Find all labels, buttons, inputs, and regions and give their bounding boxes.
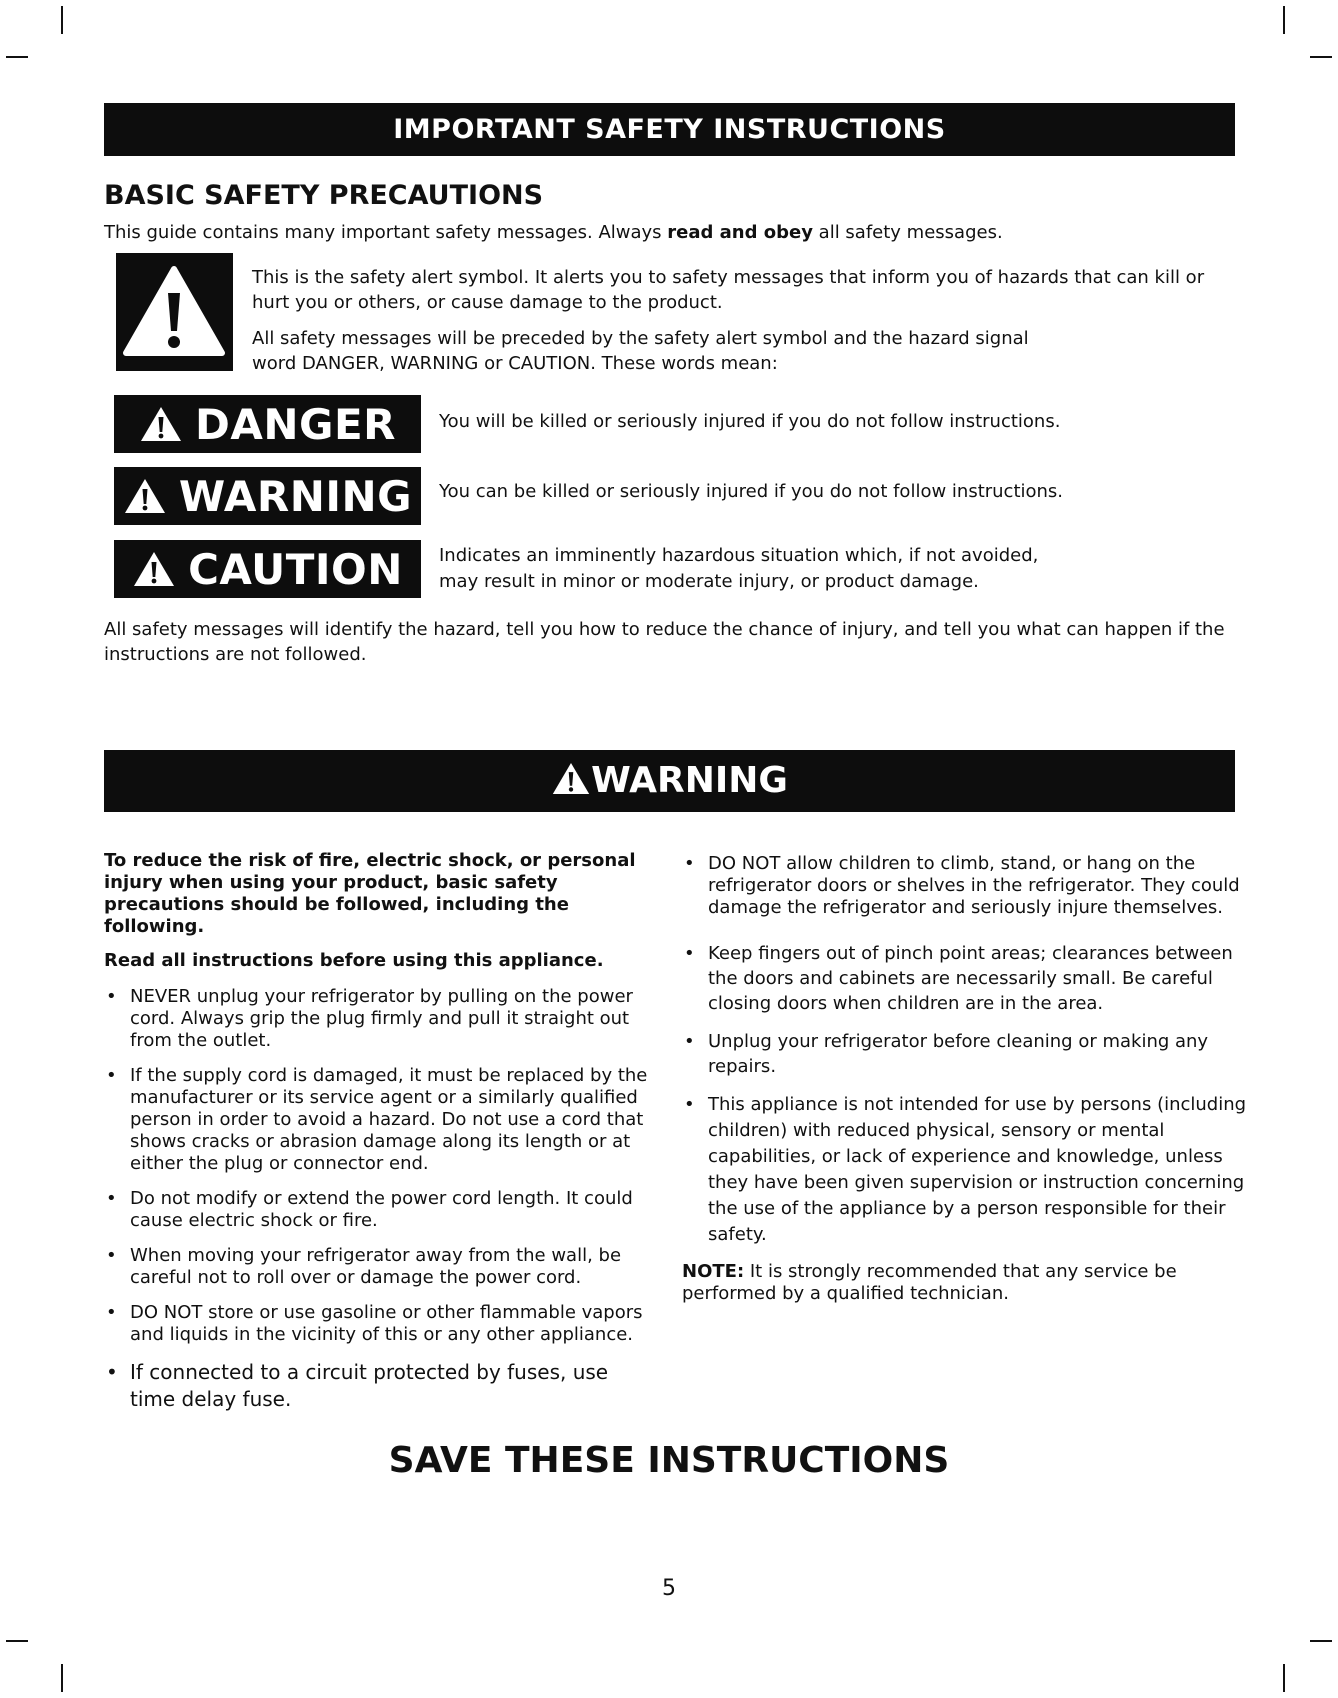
note-text: It is strongly recommended that any service be performed by a qualified technician. bbox=[682, 1261, 1177, 1304]
left-bullet-list bbox=[104, 986, 659, 1413]
intro-emphasis: read and obey bbox=[667, 222, 813, 243]
bullet-icon: • bbox=[684, 853, 695, 874]
list-item bbox=[682, 1092, 1267, 1248]
warning-label bbox=[114, 467, 421, 525]
danger-description: You will be killed or seriously injured if you do not follow instructions. bbox=[439, 411, 1061, 432]
alert-text-1: This is the safety alert symbol. It alerts you to safety messages that inform you of hazards that can kill or hurt you or others, or cause damage to the product. bbox=[252, 267, 1205, 313]
bullet-icon: • bbox=[106, 1065, 117, 1086]
caution-label bbox=[114, 540, 421, 598]
list-item-text: DO NOT allow children to climb, stand, or hang on the refrigerator doors or shelves in the refrigerator. They could damage the refrigerator and seriously injure themselves. bbox=[708, 853, 1240, 918]
crop-mark bbox=[1283, 1664, 1285, 1692]
warning-right-column bbox=[682, 853, 1267, 1305]
section-banner bbox=[104, 103, 1235, 156]
alert-triangle-icon bbox=[132, 550, 176, 588]
list-item-text: If the supply cord is damaged, it must be replaced by the manufacturer or its service agent or a similarly qualified person in order to avoid a hazard. Do not use a cord that shows cracks or abrasion damage along its length or at either the plug or connector end. bbox=[130, 1065, 648, 1174]
list-item bbox=[104, 1065, 659, 1175]
alert-text-2: All safety messages will be preceded by the safety alert symbol and the hazard signal word DANGER, WARNING or CAUTION. These words mean: bbox=[252, 328, 1029, 374]
intro-text-end: all safety messages. bbox=[812, 222, 1003, 243]
list-item-text: Unplug your refrigerator before cleaning or making any repairs. bbox=[708, 1031, 1209, 1077]
note-label: NOTE: bbox=[682, 1261, 745, 1282]
alert-triangle-icon bbox=[139, 405, 183, 443]
list-item-text: Do not modify or extend the power cord length. It could cause electric shock or fire. bbox=[130, 1188, 633, 1231]
list-item bbox=[682, 853, 1267, 919]
crop-mark bbox=[1310, 1640, 1332, 1642]
page-number: 5 bbox=[662, 1576, 676, 1601]
warning-banner bbox=[104, 750, 1235, 812]
warning-description: You can be killed or seriously injured if you do not follow instructions. bbox=[439, 481, 1064, 502]
crop-mark bbox=[61, 6, 63, 34]
danger-word: DANGER bbox=[194, 399, 397, 449]
warning-lead: To reduce the risk of fire, electric shock, or personal injury when using your product, basic safety precautions should be followed, including the following. bbox=[104, 850, 636, 937]
note-paragraph bbox=[682, 1261, 1267, 1305]
crop-mark bbox=[1310, 56, 1332, 58]
bullet-icon: • bbox=[106, 1302, 117, 1323]
list-item bbox=[104, 1302, 659, 1346]
caution-word: CAUTION bbox=[188, 544, 403, 594]
list-item bbox=[104, 1359, 659, 1413]
bullet-icon: • bbox=[106, 1360, 118, 1384]
basic-precautions-heading: BASIC SAFETY PRECAUTIONS bbox=[104, 180, 544, 211]
alert-triangle-icon bbox=[123, 477, 167, 515]
list-item-text: NEVER unplug your refrigerator by pulling on the power cord. Always grip the plug firmly and pull it straight out from the outlet. bbox=[130, 986, 633, 1051]
caution-description: Indicates an imminently hazardous situation which, if not avoided, may result in minor or moderate injury, or product damage. bbox=[439, 545, 1039, 592]
bullet-icon: • bbox=[106, 1245, 117, 1266]
crop-mark bbox=[61, 1664, 63, 1692]
list-item bbox=[104, 1188, 659, 1232]
crop-mark bbox=[1283, 6, 1285, 34]
list-item bbox=[682, 941, 1267, 1016]
list-item bbox=[104, 1245, 659, 1289]
intro-paragraph bbox=[104, 220, 1234, 245]
bullet-icon: • bbox=[684, 1031, 695, 1052]
safety-alert-symbol bbox=[116, 253, 233, 371]
list-item-text: When moving your refrigerator away from the wall, be careful not to roll over or damage the power cord. bbox=[130, 1245, 622, 1288]
danger-label bbox=[114, 395, 421, 453]
bullet-icon: • bbox=[684, 943, 695, 964]
list-item bbox=[682, 1029, 1267, 1079]
warning-word: WARNING bbox=[178, 471, 413, 521]
intro-text: This guide contains many important safety messages. Always bbox=[104, 222, 668, 243]
alert-triangle-icon bbox=[116, 253, 233, 371]
alert-triangle-icon bbox=[551, 761, 591, 796]
list-item-text: This appliance is not intended for use by persons (including children) with reduced physical, sensory or mental capabilities, or lack of experience and knowledge, unless they have been given supervision or instruction concerning the use of the appliance by a person responsible for their safety. bbox=[708, 1094, 1247, 1245]
right-bullet-list bbox=[682, 853, 1267, 1248]
crop-mark bbox=[6, 1640, 28, 1642]
list-item-text: Keep fingers out of pinch point areas; clearances between the doors and cabinets are necessarily small. Be careful closing doors when children are in the area. bbox=[708, 943, 1233, 1014]
bullet-icon: • bbox=[106, 1188, 117, 1209]
read-all-instructions: Read all instructions before using this appliance. bbox=[104, 950, 604, 971]
warning-left-column bbox=[104, 850, 659, 1426]
warning-banner-title: WARNING bbox=[591, 760, 788, 801]
bullet-icon: • bbox=[684, 1094, 695, 1115]
save-instructions-heading: SAVE THESE INSTRUCTIONS bbox=[388, 1440, 950, 1481]
banner-title: IMPORTANT SAFETY INSTRUCTIONS bbox=[393, 114, 946, 145]
list-item bbox=[104, 986, 659, 1052]
closing-paragraph: All safety messages will identify the hazard, tell you how to reduce the chance of injury, and tell you what can happen if the instructions are not followed. bbox=[104, 619, 1225, 665]
list-item-text: DO NOT store or use gasoline or other flammable vapors and liquids in the vicinity of this or any other appliance. bbox=[130, 1302, 643, 1345]
list-item-text: If connected to a circuit protected by fuses, use time delay fuse. bbox=[130, 1360, 609, 1411]
bullet-icon: • bbox=[106, 986, 117, 1007]
crop-mark bbox=[6, 56, 28, 58]
